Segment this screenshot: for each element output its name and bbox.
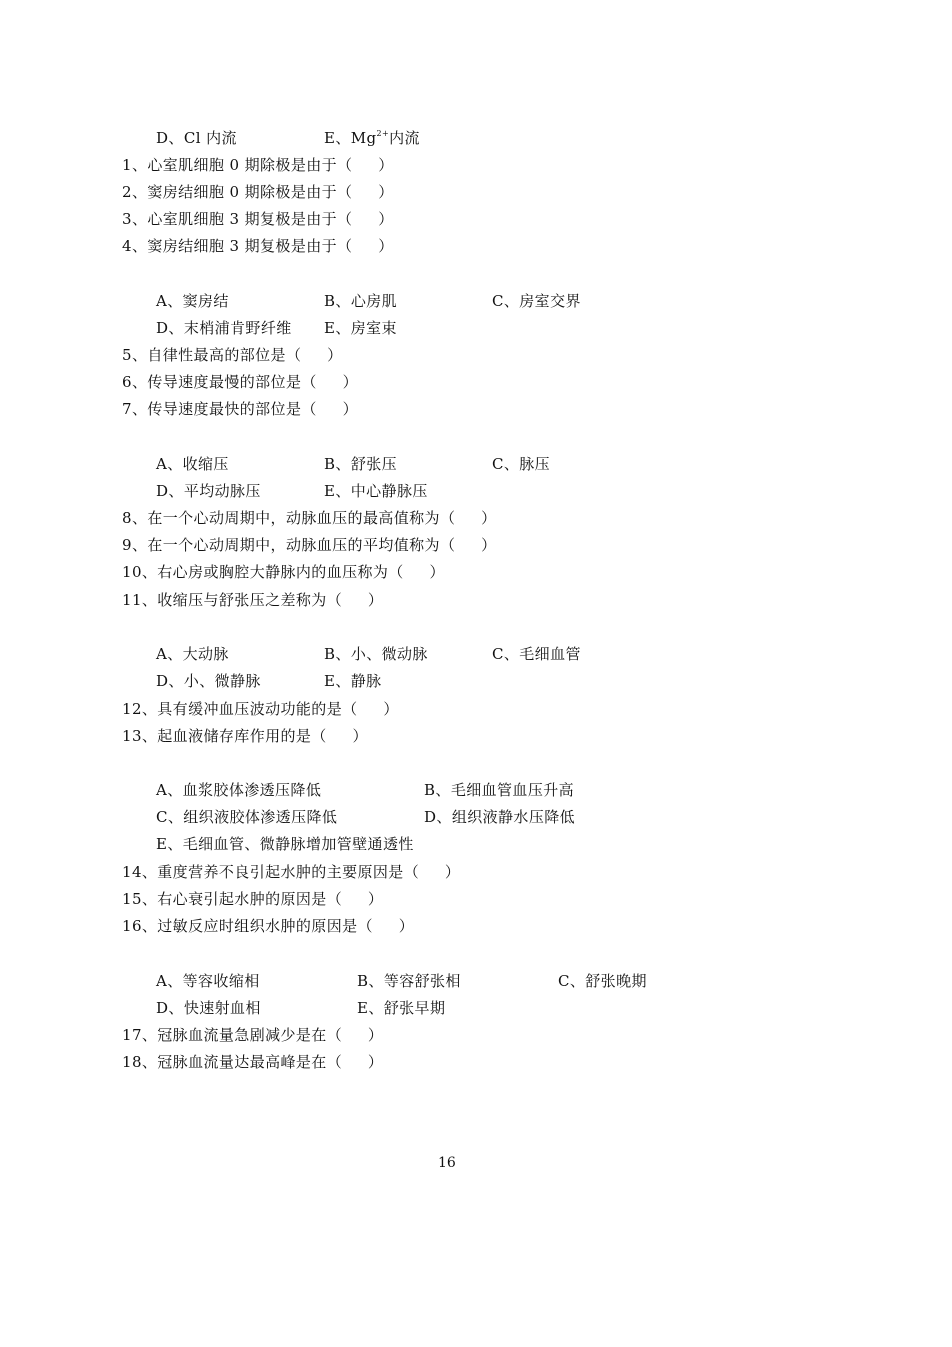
option-d: D、快速射血相 — [156, 999, 261, 1017]
question-18: 18、冠脉血流量达最高峰是在（ ） — [122, 1053, 384, 1071]
option-a: A、大动脉 — [156, 645, 229, 663]
option-e: E、房室束 — [324, 319, 397, 337]
option-a: A、血浆胶体渗透压降低 — [156, 781, 322, 799]
option-e-header — [324, 128, 420, 148]
question-17: 17、冠脉血流量急剧减少是在（ ） — [122, 1026, 384, 1044]
question-3: 3、心室肌细胞 3 期复极是由于（ ） — [122, 210, 394, 228]
question-12: 12、具有缓冲血压波动功能的是（ ） — [122, 700, 399, 718]
option-c: C、毛细血管 — [492, 645, 581, 663]
option-e-superscript: 2+ — [376, 129, 390, 138]
question-14: 14、重度营养不良引起水肿的主要原因是（ ） — [122, 863, 461, 881]
option-d-header: D、Cl 内流 — [156, 129, 237, 147]
option-b: B、心房肌 — [324, 292, 398, 310]
question-5: 5、自律性最高的部位是（ ） — [122, 346, 343, 364]
option-e-suffix: 内流 — [389, 129, 420, 147]
option-c: C、房室交界 — [492, 292, 581, 310]
question-7: 7、传导速度最快的部位是（ ） — [122, 400, 358, 418]
question-1: 1、心室肌细胞 0 期除极是由于（ ） — [122, 156, 394, 174]
question-15: 15、右心衰引起水肿的原因是（ ） — [122, 890, 384, 908]
page-number: 16 — [438, 1155, 456, 1171]
option-c: C、舒张晚期 — [558, 972, 647, 990]
question-10: 10、右心房或胸腔大静脉内的血压称为（ ） — [122, 563, 445, 581]
option-e: E、静脉 — [324, 672, 382, 690]
option-d: D、末梢浦肯野纤维 — [156, 319, 292, 337]
option-b: B、等容舒张相 — [357, 972, 461, 990]
option-b: B、小、微动脉 — [324, 645, 428, 663]
question-16: 16、过敏反应时组织水肿的原因是（ ） — [122, 917, 415, 935]
option-d: D、平均动脉压 — [156, 482, 261, 500]
question-4: 4、窦房结细胞 3 期复极是由于（ ） — [122, 237, 394, 255]
question-8: 8、在一个心动周期中，动脉血压的最高值称为（ ） — [122, 509, 497, 527]
option-c: C、组织液胶体渗透压降低 — [156, 808, 338, 826]
question-11: 11、收缩压与舒张压之差称为（ ） — [122, 591, 384, 609]
option-d: D、小、微静脉 — [156, 672, 261, 690]
option-a: A、窦房结 — [156, 292, 229, 310]
option-e: E、中心静脉压 — [324, 482, 428, 500]
option-b: B、舒张压 — [324, 455, 398, 473]
question-9: 9、在一个心动周期中，动脉血压的平均值称为（ ） — [122, 536, 497, 554]
option-e-prefix: E、Mg — [324, 129, 377, 147]
option-a: A、等容收缩相 — [156, 972, 260, 990]
option-c: C、脉压 — [492, 455, 551, 473]
question-6: 6、传导速度最慢的部位是（ ） — [122, 373, 358, 391]
option-b: B、毛细血管血压升高 — [424, 781, 575, 799]
question-13: 13、起血液储存库作用的是（ ） — [122, 727, 368, 745]
option-a: A、收缩压 — [156, 455, 229, 473]
option-d: D、组织液静水压降低 — [424, 808, 576, 826]
option-e: E、舒张早期 — [357, 999, 446, 1017]
question-2: 2、窦房结细胞 0 期除极是由于（ ） — [122, 183, 394, 201]
option-e: E、毛细血管、微静脉增加管壁通透性 — [156, 835, 414, 853]
